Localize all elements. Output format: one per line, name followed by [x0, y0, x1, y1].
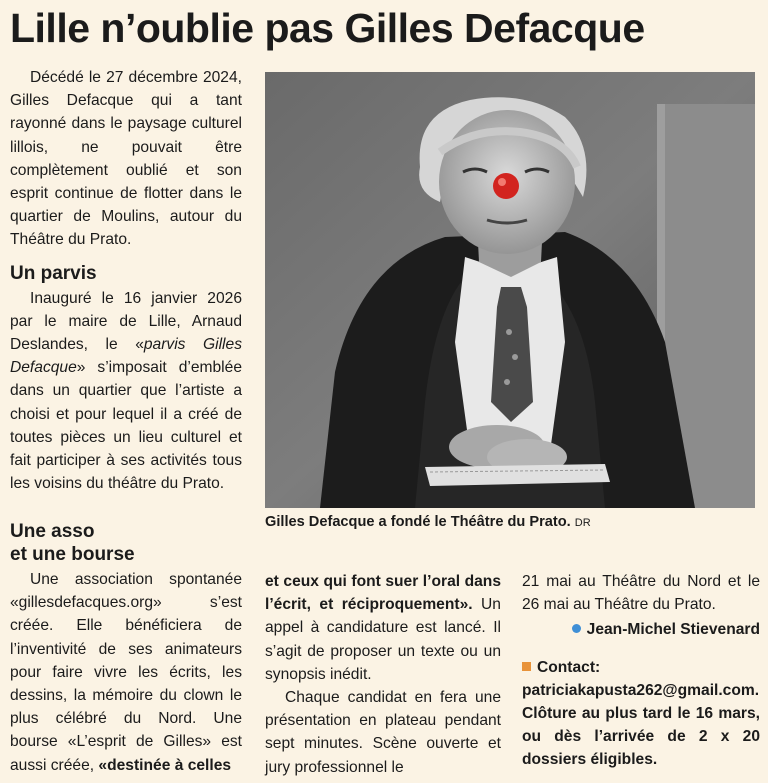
author-line: Jean-Michel Stievenard [522, 618, 760, 641]
photo-credit: DR [574, 517, 591, 529]
parvis-paragraph: Inauguré le 16 janvier 2026 par le maire de Lille, Arnaud Deslandes, le «parvis Gilles Defacque» s’imposait d’emblée dans un quartier que l’artiste a choisi et pour lequel il a créé de toutes pièces un lieu culturel et fait participer à ses activités tous les voisins du théâtre du Prato. [10, 289, 242, 493]
column-dates [522, 570, 760, 772]
candidat-paragraph: Chaque candidat en fera une présentation en plateau pendant sept minutes. Scène ouverte et jury professionnel le [265, 689, 501, 776]
headline: Lille n’oublie pas Gilles Defacque [10, 5, 645, 51]
subheading-parvis: Un parvis [10, 262, 97, 284]
contact-block: Contact: patriciakapusta262@gmail.com. Clôture au plus tard le 16 mars, ou dès l’arrivée de 2 x 20 dossiers éligibles. [522, 658, 760, 769]
bourse-paragraph: et ceux qui font suer l’oral dans l’écrit, et réciproquement». Un appel à candidature est lancé. Il s’agit de proposer un texte ou un synopsis inédit. [265, 573, 501, 683]
photo-gilles-defacque [265, 72, 755, 508]
author-bullet-icon [572, 624, 581, 633]
column-bourse [265, 570, 501, 779]
column-intro [10, 66, 242, 495]
intro-paragraph: Décédé le 27 décembre 2024, Gilles Defacque qui a tant rayonné dans le paysage culturel lillois, ne pouvait être complètement oublié et son esprit continue de flotter dans le quartier de Moulins, autour du Théâtre du Prato. [10, 69, 242, 249]
asso-paragraph: Une association spontanée «gillesdefacques.org» s’est créée. Elle bénéficiera de l’inventivité de ses animateurs pour faire vivre les écrits, les dessins, la mémoire du clown le plus célébré du Nord. Une bourse «L’esprit de Gilles» est aussi créée, «destinée à celles [10, 571, 242, 774]
column-asso [10, 520, 242, 777]
contact-bullet-icon [522, 662, 531, 671]
dates-paragraph: 21 mai au Théâtre du Nord et le 26 mai au Théâtre du Prato. [522, 573, 760, 614]
subheading-asso: Une asso et une bourse [10, 521, 135, 565]
photo-caption: Gilles Defacque a fondé le Théâtre du Prato. DR [265, 514, 591, 530]
